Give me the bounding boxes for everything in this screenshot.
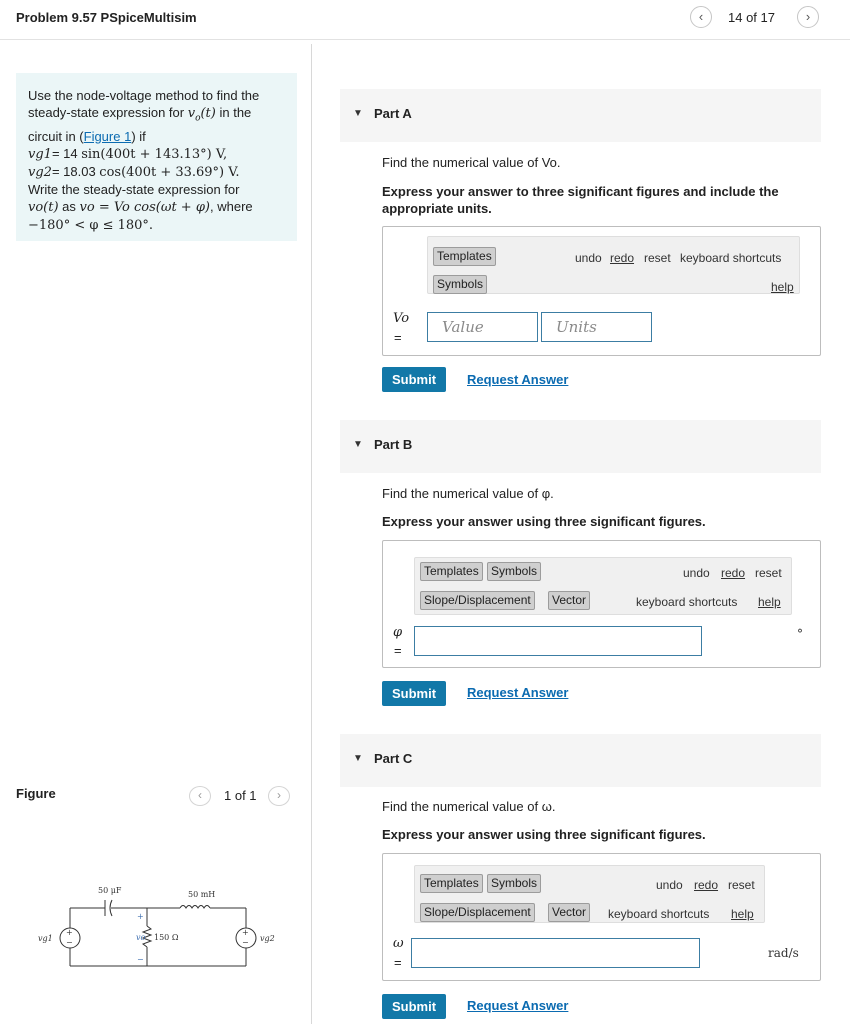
chevron-right-icon: ›	[805, 9, 811, 24]
svg-text:+: +	[242, 928, 249, 937]
next-figure-button[interactable]	[268, 786, 290, 806]
part-a-header[interactable]: ▼ Part A	[340, 89, 821, 142]
part-a-request-answer-link[interactable]: Request Answer	[467, 372, 569, 387]
chevron-left-icon: ‹	[198, 788, 202, 802]
help-link[interactable]: help	[731, 907, 754, 921]
part-b-instruction: Express your answer using three significant figures.	[382, 514, 706, 529]
part-c-header[interactable]: ▼ Part C	[340, 734, 821, 787]
problem-line: Write the steady-state expression for	[28, 181, 240, 197]
problem-line: vg2= 18.03 cos(400t + 33.69°) V.	[28, 163, 240, 180]
problem-line: −180° < φ ≤ 180°.	[28, 217, 154, 233]
keyboard-shortcuts-link[interactable]: keyboard shortcuts	[636, 595, 738, 609]
symbols-button[interactable]: Symbols	[433, 275, 487, 294]
redo-button[interactable]: redo	[694, 878, 719, 892]
part-c-request-answer-link[interactable]: Request Answer	[467, 998, 569, 1013]
value-input[interactable]: Value	[427, 312, 538, 342]
resistor-label: 150 Ω	[154, 933, 179, 942]
part-b-answer-box	[382, 540, 821, 668]
capacitor-label: 50 μF	[98, 886, 122, 895]
svg-text:+: +	[137, 912, 144, 921]
reset-button[interactable]: reset	[755, 566, 782, 580]
caret-down-icon: ▼	[353, 108, 363, 119]
part-a-answer-box	[382, 226, 821, 356]
problem-title: Problem 9.57 PSpiceMultisim	[16, 10, 197, 25]
next-problem-button[interactable]	[797, 6, 819, 28]
figure-link[interactable]: Figure 1	[83, 128, 132, 144]
templates-button[interactable]: Templates	[420, 562, 483, 581]
vector-button[interactable]: Vector	[548, 591, 590, 610]
inductor-icon	[180, 906, 210, 909]
chevron-left-icon: ‹	[698, 9, 704, 24]
phi-input[interactable]	[414, 626, 702, 656]
svg-text:+: +	[66, 928, 73, 937]
part-b-submit-button[interactable]: Submit	[382, 681, 446, 706]
slope-displacement-button[interactable]: Slope/Displacement	[420, 591, 535, 610]
omega-variable-label: ω	[393, 936, 404, 951]
reset-button[interactable]: reset	[728, 878, 755, 892]
vg2-label: vg2	[260, 934, 275, 943]
previous-problem-button[interactable]	[690, 6, 712, 28]
part-a-question: Find the numerical value of Vo.	[382, 155, 561, 170]
help-link[interactable]: help	[758, 595, 781, 609]
vo-label: vo	[136, 933, 146, 942]
previous-figure-button[interactable]	[189, 786, 211, 806]
part-c-answer-box	[382, 853, 821, 981]
column-divider	[311, 44, 312, 1024]
vg1-label: vg1	[38, 934, 53, 943]
keyboard-shortcuts-link[interactable]: keyboard shortcuts	[680, 251, 782, 265]
figure-counter: 1 of 1	[224, 788, 257, 803]
help-link[interactable]: help	[771, 280, 794, 294]
equals-sign: =	[394, 955, 402, 970]
problem-statement	[16, 73, 297, 241]
symbols-button[interactable]: Symbols	[487, 874, 541, 893]
problem-line: Use the node-voltage method to find the	[28, 88, 260, 103]
part-b-header[interactable]: ▼ Part B	[340, 420, 821, 473]
chevron-right-icon: ›	[277, 788, 281, 802]
part-c-question: Find the numerical value of ω.	[382, 799, 556, 814]
part-c-toolbar	[414, 865, 765, 923]
equals-sign: =	[394, 330, 402, 345]
keyboard-shortcuts-link[interactable]: keyboard shortcuts	[608, 907, 710, 921]
problem-counter: 14 of 17	[728, 10, 775, 25]
part-c-instruction: Express your answer using three significant figures.	[382, 827, 706, 842]
part-b-toolbar	[414, 557, 792, 615]
templates-button[interactable]: Templates	[433, 247, 496, 266]
part-c-submit-button[interactable]: Submit	[382, 994, 446, 1019]
redo-button[interactable]: redo	[610, 251, 635, 265]
problem-line: vo(t) as vo = Vo cos(ωt + φ), where	[28, 198, 253, 215]
inductor-label: 50 mH	[188, 890, 216, 899]
part-a-submit-button[interactable]: Submit	[382, 367, 446, 392]
figure-heading: Figure	[16, 786, 56, 801]
part-a-instruction: Express your answer to three significant figures and include the appropriate units.	[382, 184, 779, 216]
problem-line: steady-state expression for $v_o(t)$ in the	[28, 105, 252, 124]
undo-button[interactable]: undo	[656, 878, 683, 892]
rad-per-second-unit: rad/s	[768, 946, 799, 960]
undo-button[interactable]: undo	[575, 251, 602, 265]
part-a-toolbar	[427, 236, 800, 294]
problem-line: vg1= 14 sin(400t + 143.13°) V,	[28, 145, 228, 162]
omega-input[interactable]	[411, 938, 700, 968]
svg-text:−: −	[242, 938, 249, 947]
reset-button[interactable]: reset	[644, 251, 671, 265]
problem-line: circuit in (Figure 1) if	[28, 128, 146, 144]
vo-variable-label: Vo	[393, 311, 410, 326]
undo-button[interactable]: undo	[683, 566, 710, 580]
equals-sign: =	[394, 643, 402, 658]
svg-text:−: −	[137, 955, 144, 964]
part-b-request-answer-link[interactable]: Request Answer	[467, 685, 569, 700]
part-b-question: Find the numerical value of φ.	[382, 486, 554, 501]
top-header	[0, 0, 850, 40]
units-input[interactable]: Units	[541, 312, 652, 342]
degree-unit: °	[797, 627, 803, 641]
slope-displacement-button[interactable]: Slope/Displacement	[420, 903, 535, 922]
caret-down-icon: ▼	[353, 439, 363, 450]
phi-variable-label: φ	[393, 625, 403, 640]
symbols-button[interactable]: Symbols	[487, 562, 541, 581]
templates-button[interactable]: Templates	[420, 874, 483, 893]
caret-down-icon: ▼	[353, 753, 363, 764]
redo-button[interactable]: redo	[721, 566, 746, 580]
svg-text:−: −	[66, 938, 73, 947]
vector-button[interactable]: Vector	[548, 903, 590, 922]
circuit-diagram[interactable]	[20, 878, 290, 978]
